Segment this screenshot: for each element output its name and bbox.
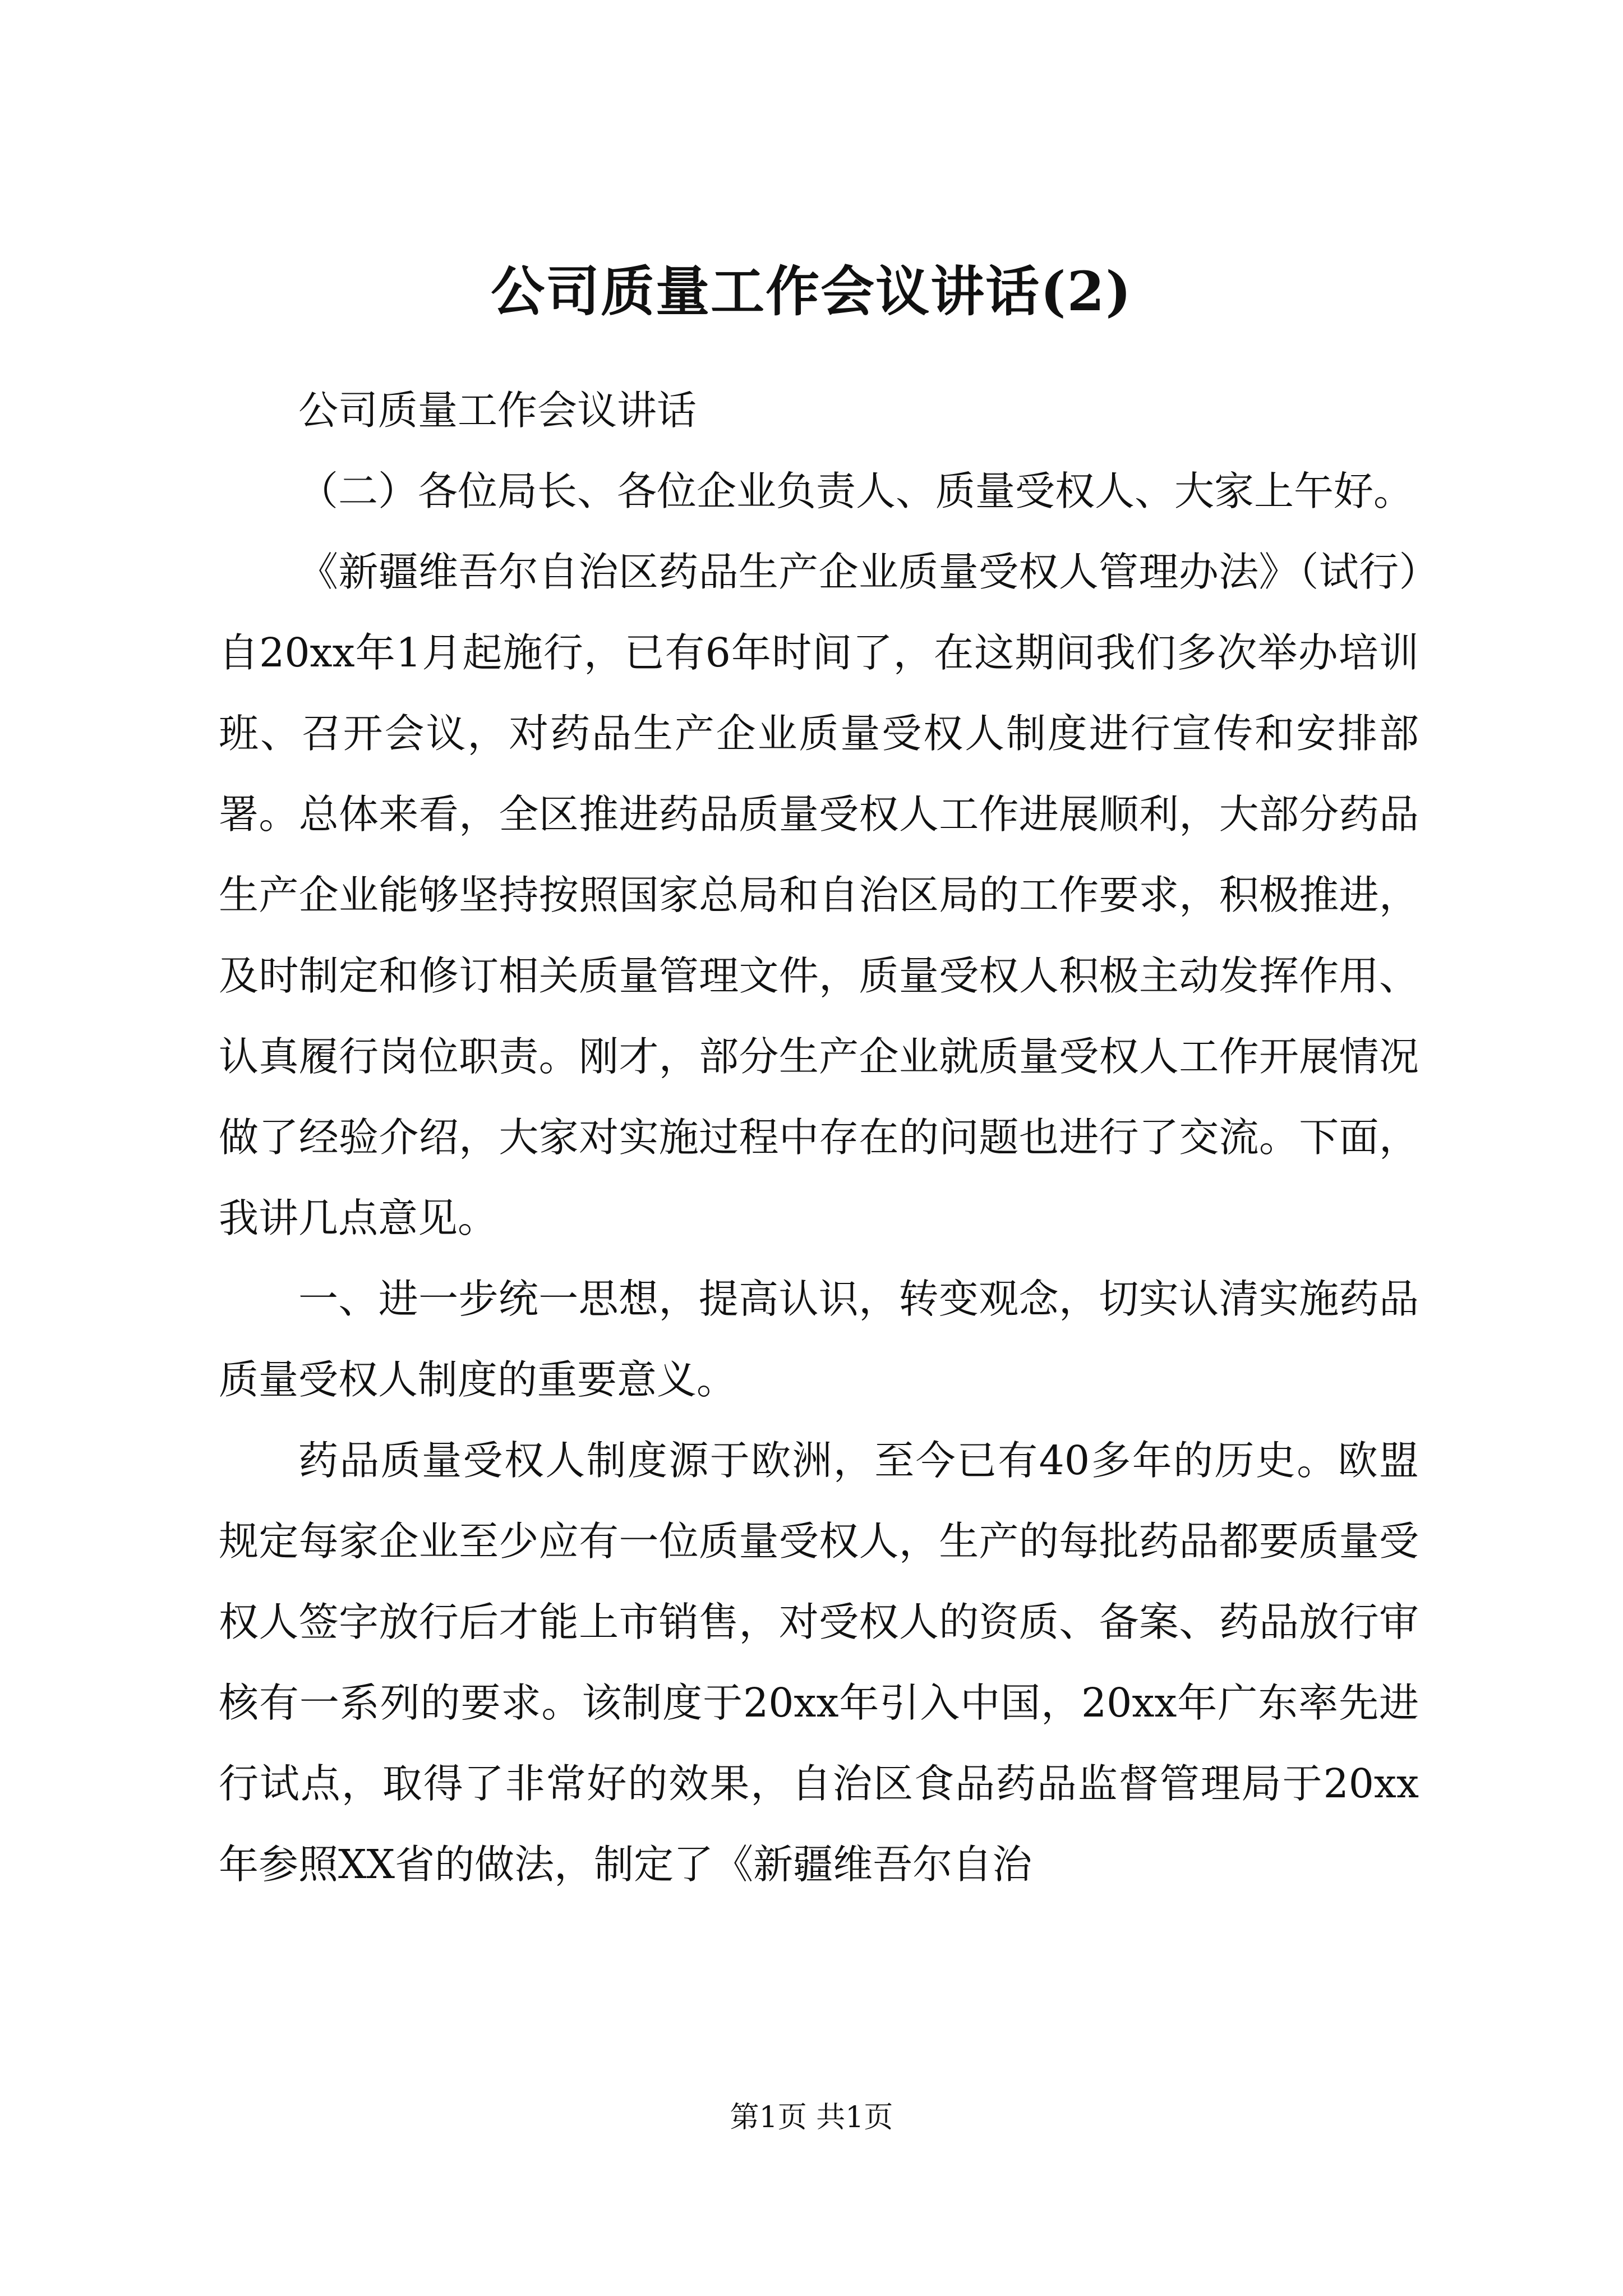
page-footer: 第1页 共1页: [730, 2101, 893, 2134]
document-title: 公司质量工作会议讲话(2): [491, 260, 1132, 323]
paragraph-subtitle: 公司质量工作会议讲话: [298, 387, 697, 434]
paragraph-greeting: （二）各位局长、各位企业负责人、质量受权人、大家上午好。: [298, 468, 1414, 514]
paragraph-history: 药品质量受权人制度源于欧洲，至今已有40多年的历史。欧盟规定每家企业至少应有一位质量受权人，生产的每批药品都要质量受权人签字放行后才能上市销售，对受权人的资质、备案、药品放行审核有一系列的要求。该制度于20xx年引入中国，20xx年广东率先进行试点，取得了非常好的效果，自治区食品药品监督管理局于20xx年参照XX省的做法，制定了《新疆维吾尔自治: [219, 1437, 1419, 1888]
document-body: [219, 370, 1419, 1905]
paragraph-background: 《新疆维吾尔自治区药品生产企业质量受权人管理办法》（试行）自20xx年1月起施行，已有6年时间了，在这期间我们多次举办培训班、召开会议，对药品生产企业质量受权人制度进行宣传和安排部署。总体来看，全区推进药品质量受权人工作进展顺利，大部分药品生产企业能够坚持按照国家总局和自治区局的工作要求，积极推进，及时制定和修订相关质量管理文件，质量受权人积极主动发挥作用、认真履行岗位职责。刚才，部分生产企业就质量受权人工作开展情况做了经验介绍，大家对实施过程中存在的问题也进行了交流。下面，我讲几点意见。: [219, 549, 1419, 1241]
paragraph-section-one-heading: 一、进一步统一思想，提高认识，转变观念，切实认清实施药品质量受权人制度的重要意义。: [219, 1276, 1419, 1403]
